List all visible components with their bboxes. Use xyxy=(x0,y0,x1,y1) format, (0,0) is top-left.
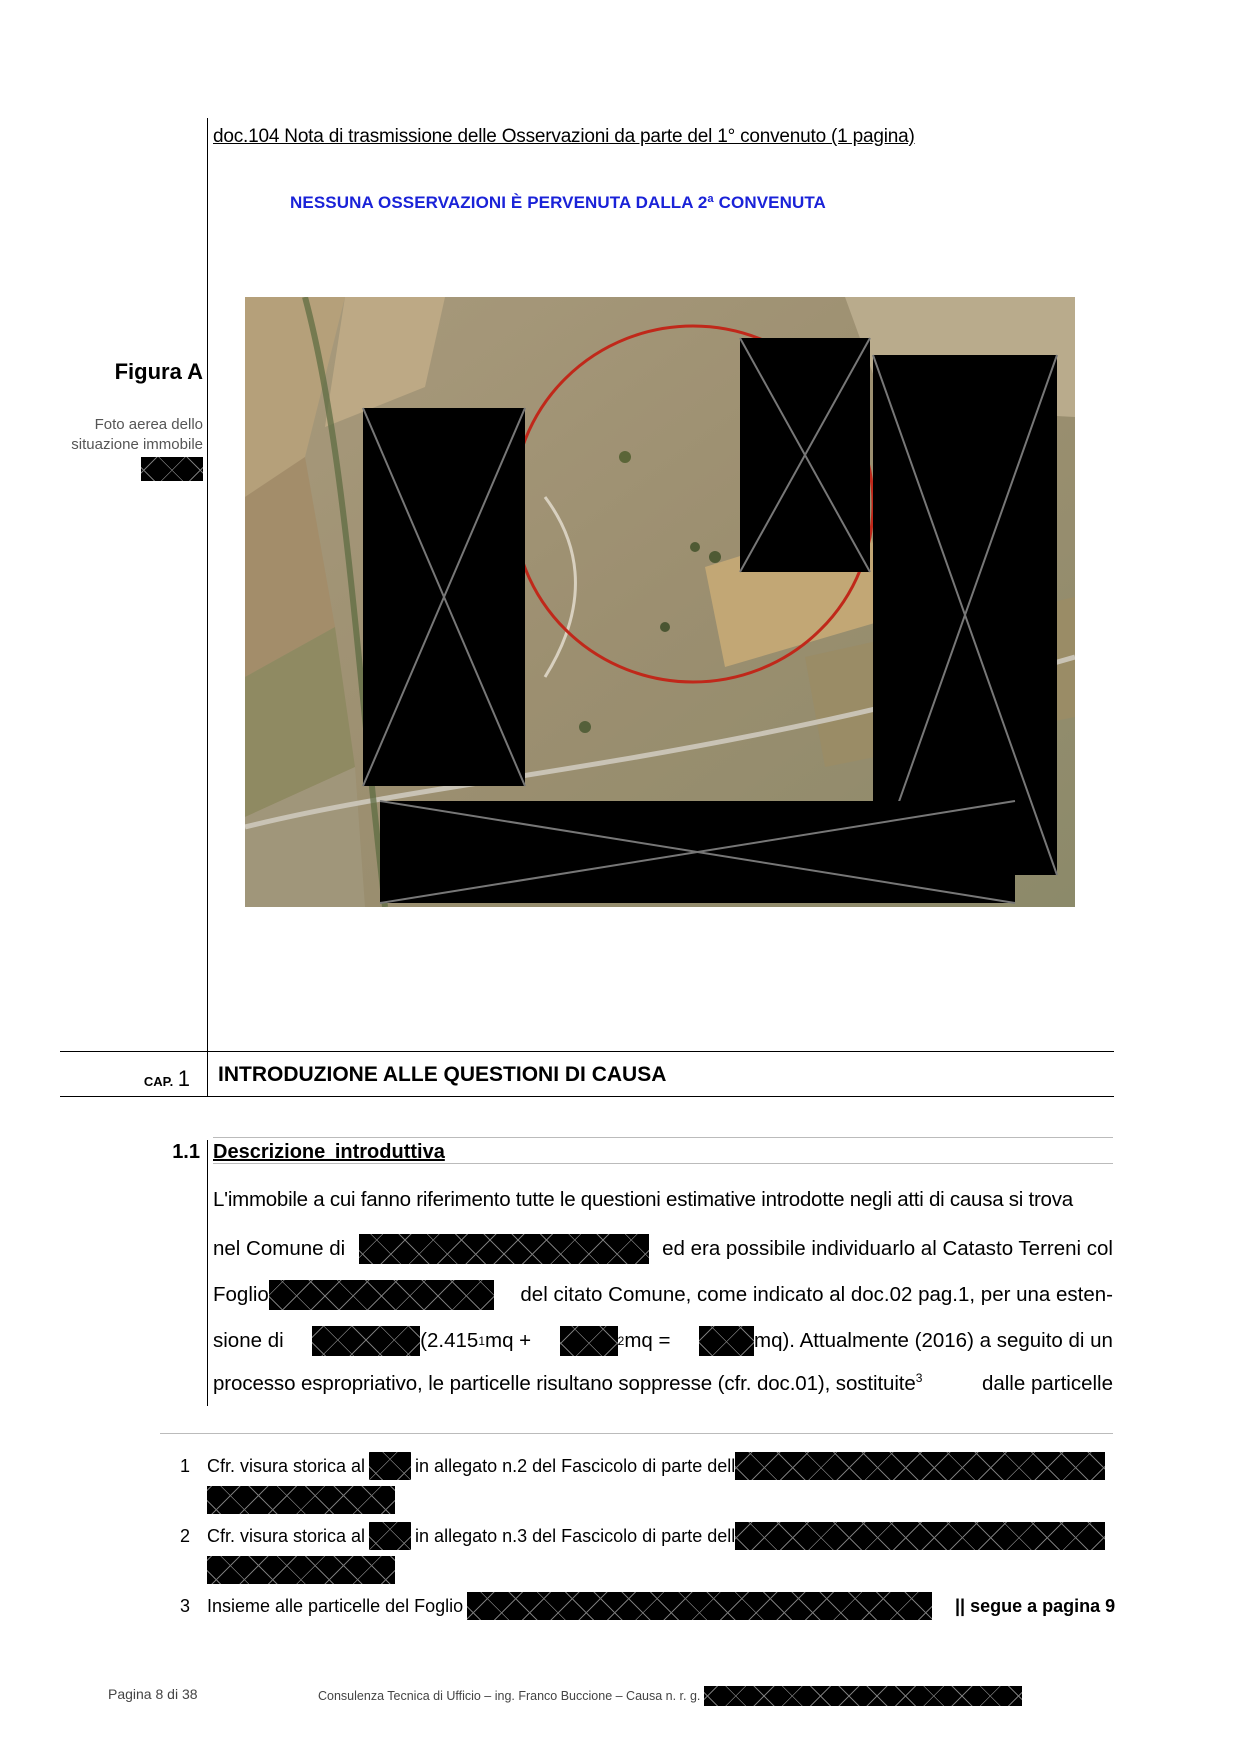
footer-text: Consulenza Tecnica di Ufficio – ing. Franco Buccione – Causa n. r. g. xyxy=(318,1689,701,1703)
redaction-box xyxy=(380,801,1015,903)
vegetation xyxy=(660,622,670,632)
redaction-box xyxy=(699,1326,754,1356)
footnote-text: Insieme alle particelle del Foglio xyxy=(207,1595,464,1616)
chapter-title: INTRODUZIONE ALLE QUESTIONI DI CAUSA xyxy=(218,1063,667,1086)
redaction-box xyxy=(467,1592,932,1620)
redaction-box xyxy=(369,1452,411,1480)
chapter-word: CAP. xyxy=(143,1074,174,1089)
redaction-box xyxy=(735,1452,1105,1480)
footnote-2 xyxy=(207,1522,1105,1550)
section-title: Descrizione introduttiva xyxy=(213,1141,445,1163)
continued-on-next-page: || segue a pagina 9 xyxy=(955,1596,1116,1616)
body-line-5 xyxy=(213,1372,1113,1396)
body-text: sione di xyxy=(213,1329,284,1352)
figure-caption-redaction xyxy=(141,457,203,481)
footnote-ref-3: 3 xyxy=(915,1371,923,1386)
figure-title: Figura A xyxy=(114,359,203,384)
body-text: del citato Comune, come indicato al doc.02 pag.1, per una esten- xyxy=(520,1283,1113,1306)
body-text: processo espropriativo, le particelle risultano soppresse (cfr. doc.01), sostituite xyxy=(213,1372,916,1395)
aerial-photo-graphic xyxy=(245,297,1075,907)
footnote-1 xyxy=(207,1452,1105,1480)
chapter-rule-bottom xyxy=(60,1096,1114,1097)
footnote-number: 1 xyxy=(179,1456,190,1476)
vegetation xyxy=(579,721,591,733)
chapter-rule-top xyxy=(60,1051,1114,1052)
redaction-box xyxy=(873,355,1057,875)
footnote-number: 3 xyxy=(179,1596,190,1616)
redaction-box xyxy=(704,1686,1022,1706)
redaction-box xyxy=(312,1326,420,1356)
body-line-1 xyxy=(213,1188,1113,1212)
page-number: Pagina 8 di 38 xyxy=(108,1686,198,1702)
body-text: Foglio xyxy=(213,1283,269,1306)
body-line-2 xyxy=(213,1234,1113,1264)
chapter-label xyxy=(100,1066,190,1092)
body-line-4-end xyxy=(699,1326,1113,1356)
footnote-text: in allegato n.2 del Fascicolo di parte dell xyxy=(415,1455,736,1476)
redaction-box xyxy=(740,338,870,572)
figure-caption-line1: Foto aerea dello xyxy=(94,416,203,433)
redaction-box xyxy=(269,1280,494,1310)
footnote-text: Cfr. visura storica al xyxy=(207,1525,366,1546)
section-rule-top xyxy=(213,1137,1113,1138)
section-rule-bottom xyxy=(213,1163,1113,1164)
footnote-number: 2 xyxy=(179,1526,190,1546)
vegetation xyxy=(709,551,721,563)
redaction-box xyxy=(735,1522,1105,1550)
redaction-box xyxy=(363,408,525,786)
vegetation xyxy=(690,542,700,552)
footnote-separator xyxy=(160,1433,1113,1434)
body-line-4-area: (2.415 1 mq + xyxy=(312,1326,531,1356)
body-text: ed era possibile individuarlo al Catasto Terreni col xyxy=(662,1237,1113,1260)
body-text: mq = xyxy=(624,1329,671,1352)
redaction-box xyxy=(207,1556,395,1584)
body-text: mq). Attualmente (2016) a seguito di un xyxy=(754,1329,1113,1352)
body-line-4-area2: 2 mq = xyxy=(560,1326,671,1356)
body-line-3-start xyxy=(213,1280,494,1310)
redaction-box xyxy=(359,1234,649,1264)
chapter-number: 1 xyxy=(177,1066,190,1091)
margin-rule-upper xyxy=(207,118,208,1066)
body-line-3 xyxy=(213,1280,1113,1310)
body-text: nel Comune di xyxy=(213,1237,346,1260)
redaction-box xyxy=(560,1326,618,1356)
body-text: mq + xyxy=(485,1329,532,1352)
margin-rule-section xyxy=(207,1140,208,1406)
footnote-text: in allegato n.3 del Fascicolo di parte dell xyxy=(415,1525,736,1546)
footnote-3 xyxy=(207,1592,932,1620)
body-line-5-main xyxy=(213,1372,922,1396)
footnote-text: Cfr. visura storica al xyxy=(207,1455,366,1476)
body-text: (2.415 xyxy=(420,1329,479,1352)
footer-center xyxy=(318,1686,1022,1706)
body-text: L'immobile a cui fanno riferimento tutte le questioni estimative introdotte negli atti di causa si trova xyxy=(213,1188,1073,1211)
redaction-box xyxy=(369,1522,411,1550)
redaction-box xyxy=(207,1486,395,1514)
notice-no-observations: NESSUNA OSSERVAZIONI È PERVENUTA DALLA 2ª CONVENUTA xyxy=(290,193,826,212)
figure-caption xyxy=(40,415,203,481)
aerial-photo xyxy=(245,297,1075,907)
doc-reference-line: doc.104 Nota di trasmissione delle Osservazioni da parte del 1° convenuto (1 pagina) xyxy=(213,126,915,147)
body-line-4 xyxy=(213,1326,1113,1356)
margin-rule-chapter xyxy=(207,1052,208,1096)
body-text: dalle particelle xyxy=(981,1372,1113,1395)
section-number: 1.1 xyxy=(172,1141,200,1163)
figure-caption-line2: situazione immobile xyxy=(71,436,203,453)
vegetation xyxy=(619,451,631,463)
